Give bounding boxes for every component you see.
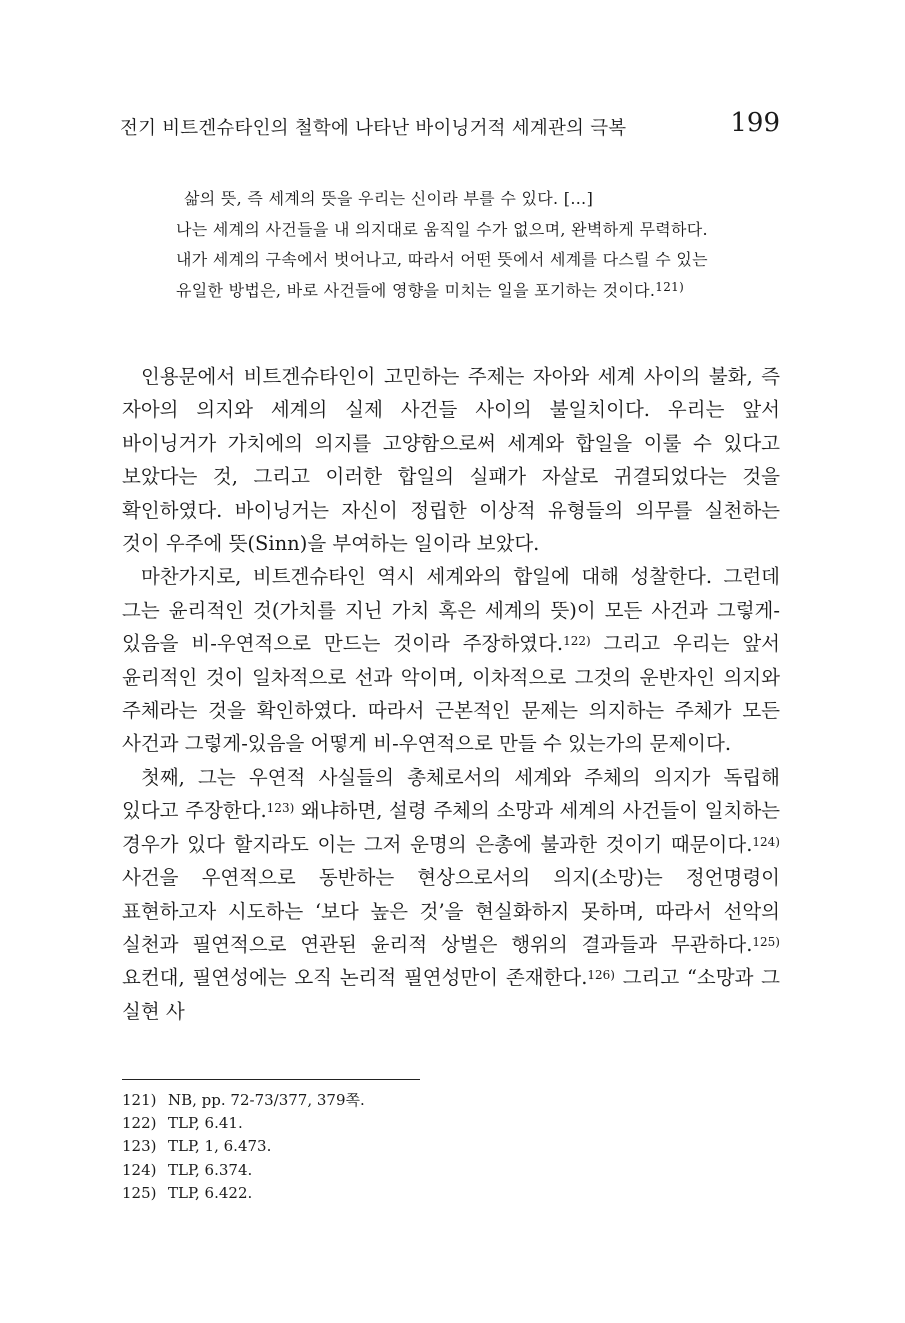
paragraph-3-text: 사건을 우연적으로 동반하는 현상으로서의 의지(소망)는 정언명령이 표현하고자 시도하는 ‘보다 높은 것’을 현실화하지 못하며, 따라서 선악의 실천과 필연적으로 연관된 윤리적 상벌은 행위의 결과들과 무관하다. (122, 866, 780, 956)
quote-line: 내가 세계의 구속에서 벗어나고, 따라서 어떤 뜻에서 세계를 다스릴 수 있는 (176, 250, 708, 269)
paragraph-2 (122, 560, 780, 760)
block-quote (176, 184, 766, 306)
paragraph-3 (122, 761, 780, 1028)
quote-line: 삶의 뜻, 즉 세계의 뜻을 우리는 신이라 부를 수 있다. […] (184, 189, 594, 208)
footnote-text: TLP, 6.374. (168, 1160, 253, 1179)
paragraph-2-text: 그리고 우리는 앞서 윤리적인 것이 일차적으로 선과 악이며, 이차적으로 그것의 운반자인 의지와 주체라는 것을 확인하였다. 따라서 근본적인 문제는 의지하는 주체가 모든 사건과 그렇게-있음을 어떻게 비-우연적으로 만들 수 있는가의 문제이다. (122, 632, 780, 756)
body-text (122, 360, 780, 1028)
footnote-ref[interactable]: 123) (266, 801, 295, 816)
footnote-number: 123) (122, 1137, 157, 1156)
quote-line-text: 유일한 방법은, 바로 사건들에 영향을 미치는 일을 포기하는 것이다. (176, 280, 656, 300)
footnotes (122, 1089, 622, 1205)
footnote (122, 1135, 622, 1158)
running-title: 전기 비트겐슈타인의 철학에 나타난 바이닝거적 세계관의 극복 (120, 118, 627, 139)
footnote-ref[interactable]: 122) (563, 634, 591, 649)
footnote (122, 1089, 622, 1112)
footnote-number: 125) (122, 1183, 157, 1202)
footnote (122, 1112, 622, 1135)
footnote (122, 1182, 622, 1205)
paragraph-3-text: 요컨대, 필연성에는 오직 논리적 필연성만이 존재한다. (122, 966, 588, 990)
footnote-number: 122) (122, 1114, 157, 1133)
paragraph-2-text: 마찬가지로, 비트겐슈타인 역시 세계와의 합일에 대해 성찰한다. 그런데 그는 윤리적인 것(가치를 지닌 가치 혹은 세계의 뜻)이 모든 사건과 그렇게-있음을 비-우연적으로 만드는 것이라 주장하였다. (122, 565, 780, 656)
paragraph-3-text: 첫째, 그는 우연적 사실들의 총체로서의 세계와 주체의 의지가 독립해 있다고 주장한다. (122, 765, 780, 823)
quote-line: 나는 세계의 사건들을 내 의지대로 움직일 수가 없으며, 완벽하게 무력하다. (176, 219, 708, 239)
footnote-text: TLP, 6.422. (168, 1183, 253, 1202)
page-number: 199 (730, 108, 780, 138)
footnote-number: 124) (122, 1160, 157, 1179)
footnote-ref[interactable]: 125) (752, 934, 780, 949)
paragraph-3-text: 왜냐하면, 설령 주체의 소망과 세계의 사건들이 일치하는 경우가 있다 할지라도 이는 그저 운명의 은총에 불과한 것이기 때문이다. (122, 799, 780, 856)
running-header (120, 108, 780, 142)
quote-line-last (176, 276, 766, 307)
footnote-ref[interactable]: 124) (752, 834, 780, 849)
footnote-number: 121) (122, 1091, 157, 1109)
footnote-text: TLP, 6.41. (168, 1114, 243, 1133)
footnote-text: NB, pp. 72-73/377, 379쪽. (168, 1091, 365, 1109)
footnote-ref[interactable]: 126) (587, 968, 615, 983)
paragraph-1: 인용문에서 비트겐슈타인이 고민하는 주제는 자아와 세계 사이의 불화, 즉 자아의 의지와 세계의 실제 사건들 사이의 불일치이다. 우리는 앞서 바이닝거가 가치에의 의지를 고양함으로써 세계와 합일을 이룰 수 있다고 보았다는 것, 그리고 이러한 합일의 실패가 자살로 귀결되었다는 것을 확인하였다. 바이닝거는 자신이 정립한 이상적 유형들의 의무를 실천하는 것이 우주에 뜻(Sinn)을 부여하는 일이라 보았다. (122, 365, 780, 556)
footnote-text: TLP, 1, 6.473. (168, 1137, 272, 1156)
footnote-divider (122, 1079, 420, 1080)
footnote-ref[interactable]: 121) (655, 279, 685, 294)
footnote (122, 1159, 622, 1182)
paragraph-3-text: 그리고 “소망과 그 실현 사 (122, 966, 780, 1023)
